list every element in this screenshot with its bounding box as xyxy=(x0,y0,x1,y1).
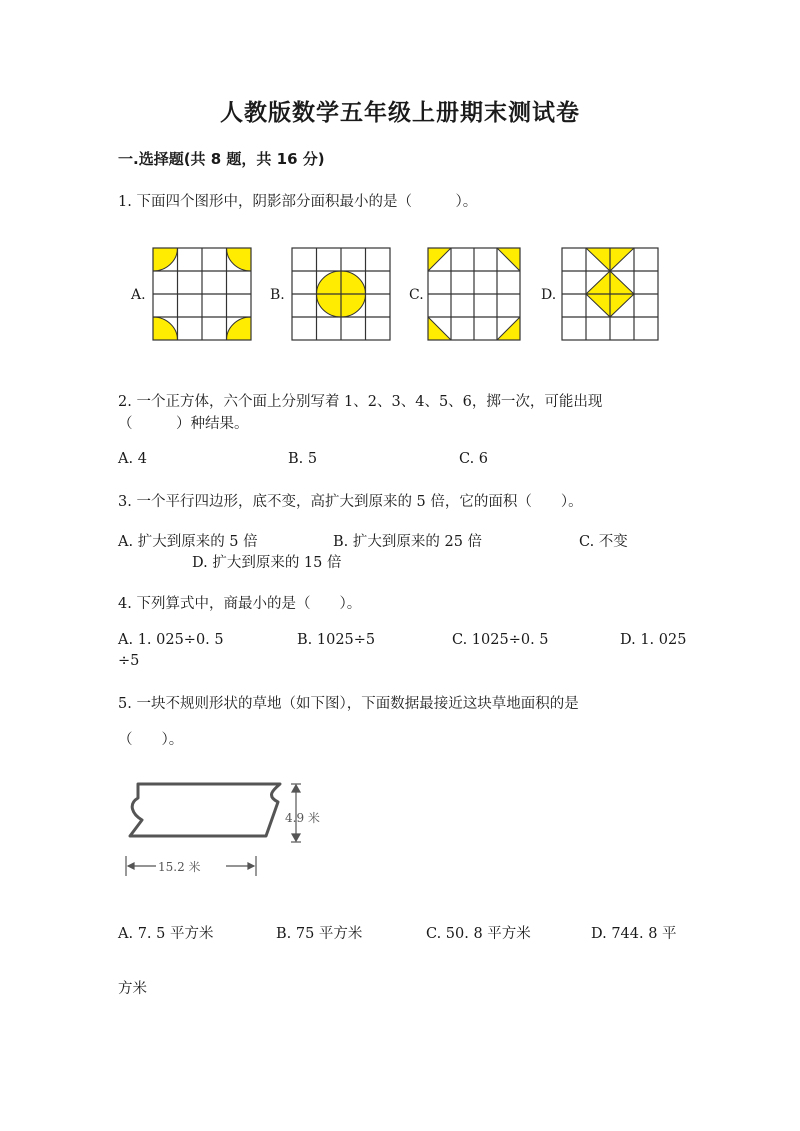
q5-width-label: 15.2 米 xyxy=(158,860,201,874)
q3-option-d: D. 扩大到原来的 15 倍 xyxy=(192,555,342,571)
q4-option-b: B. 1025÷5 xyxy=(297,632,376,648)
q4-option-a: A. 1. 025÷0. 5 xyxy=(118,632,224,648)
question-2-line-1: 2. 一个正方体，六个面上分别写着 1、2、3、4、5、6，掷一次，可能出现 xyxy=(118,394,603,410)
q3-option-b: B. 扩大到原来的 25 倍 xyxy=(333,534,483,550)
q1-figure-c xyxy=(428,248,520,340)
question-1-text: 1. 下面四个图形中，阴影部分面积最小的是（ ）。 xyxy=(118,194,478,210)
q4-option-d: D. 1. 025 xyxy=(620,632,687,648)
q3-option-a: A. 扩大到原来的 5 倍 xyxy=(118,534,258,550)
q5-option-d-wrap: 方米 xyxy=(118,981,147,997)
q5-option-c: C. 50. 8 平方米 xyxy=(426,926,531,942)
q1-figure-b xyxy=(292,248,390,340)
q1-figure-a xyxy=(153,248,251,340)
q1-label-b: B. xyxy=(270,287,285,303)
q4-option-d-wrap: ÷5 xyxy=(118,653,140,669)
q5-option-a: A. 7. 5 平方米 xyxy=(118,926,214,942)
q4-option-c: C. 1025÷0. 5 xyxy=(452,632,549,648)
q1-label-d: D. xyxy=(541,287,557,303)
page-title: 人教版数学五年级上册期末测试卷 xyxy=(220,100,580,126)
question-3-text: 3. 一个平行四边形，底不变，高扩大到原来的 5 倍，它的面积（ ）。 xyxy=(118,494,583,510)
question-5-line-1: 5. 一块不规则形状的草地（如下图），下面数据最接近这块草地面积的是 xyxy=(118,696,579,712)
q5-height-label: 4.9 米 xyxy=(285,811,320,825)
q2-option-b: B. 5 xyxy=(288,451,318,467)
q2-option-c: C. 6 xyxy=(459,451,489,467)
q1-figure-d xyxy=(562,248,658,340)
q1-label-c: C. xyxy=(409,287,424,303)
q3-option-c: C. 不变 xyxy=(579,534,628,550)
q2-option-a: A. 4 xyxy=(118,451,147,467)
q5-lawn-figure xyxy=(118,776,338,881)
q1-label-a: A. xyxy=(131,287,146,303)
question-2-line-2: （ ）种结果。 xyxy=(118,416,249,432)
q5-option-b: B. 75 平方米 xyxy=(276,926,363,942)
q5-option-d: D. 744. 8 平 xyxy=(591,926,677,942)
section-heading: 一.选择题(共 8 题，共 16 分) xyxy=(118,150,325,168)
question-5-line-2: （ ）。 xyxy=(118,732,184,748)
question-4-text: 4. 下列算式中，商最小的是（ ）。 xyxy=(118,596,362,612)
